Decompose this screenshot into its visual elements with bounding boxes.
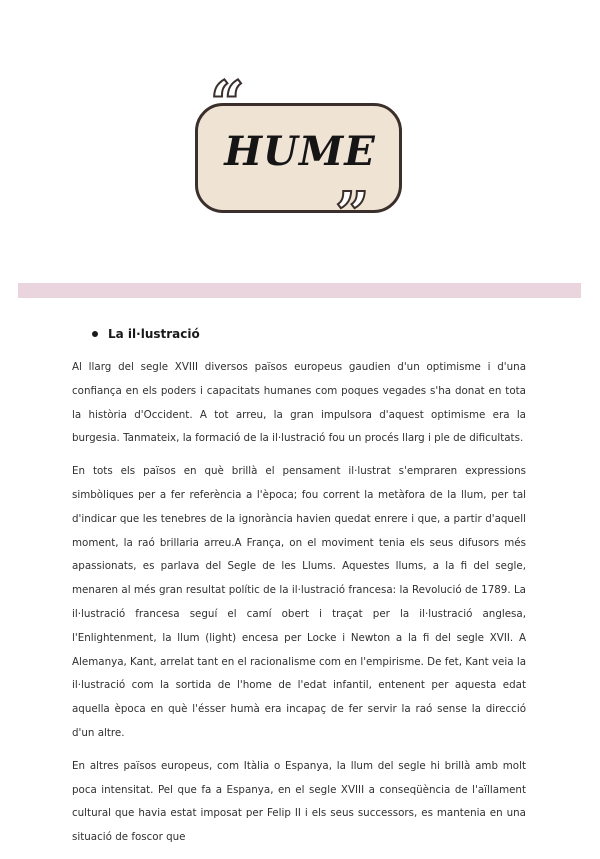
paragraph: Al llarg del segle XVIII diversos països europeus gaudien d'un optimisme i d'una confiança en els poders i capacitats humanes com poques vegades s'ha donat en tota la història d'Occident. A tot arreu, la gran impulsora d'aquest optimisme era la burgesia. Tanmateix, la formació de la il·lustració fou un procés llarg i ple de dificultats. <box>72 361 526 445</box>
bullet-icon <box>92 331 98 337</box>
document-title: HUME <box>224 128 376 175</box>
section-body <box>72 356 526 859</box>
paragraph: En tots els països en què brillà el pensament il·lustrat s'empraren expressions simbòliques per a fer referència a l'època; fou corrent la metàfora de la llum, per tal d'indicar que les tenebres de la ignorància havien quedat enrere i que, a partir d'aquell moment, la raó brillaria arreu.A França, on el moviment tenia els seus difusors més apassionats, es parlava del Segle de les Llums. Aquestes llums, a la fi del segle, menaren al més gran resultat polític de la il·lustració francesa: la Revolució de 1789. La il·lustració francesa seguí el camí obert i traçat per la il·lustració anglesa, l'Enlightenment, la llum (light) encesa per Locke i Newton a la fi del segle XVII. A Alemanya, Kant, arrelat tant en el racionalisme com en l'empirisme. De fet, Kant veia la il·lustració com la sortida de l'home de l'edat infantil, entenent per aquesta edat aquella època en què l'ésser humà era incapaç de fer servir la raó sense la direcció d'un altre. <box>72 465 527 739</box>
decorative-band <box>18 283 581 298</box>
paragraph: En altres països europeus, com Itàlia o Espanya, la llum del segle hi brillà amb molt poca intensitat. Pel que fa a Espanya, en el segle XVIII a conseqüència de l'aïllament cultural que havia estat imposat per Felip II i els seus successors, es mantenia en una situació de foscor que <box>72 759 526 844</box>
section-heading <box>92 327 200 341</box>
open-quote-icon: “ <box>210 69 245 139</box>
section-heading-text: La il·lustració <box>108 327 200 341</box>
close-quote-icon: ” <box>335 180 370 250</box>
hume-title-logo <box>185 69 415 250</box>
